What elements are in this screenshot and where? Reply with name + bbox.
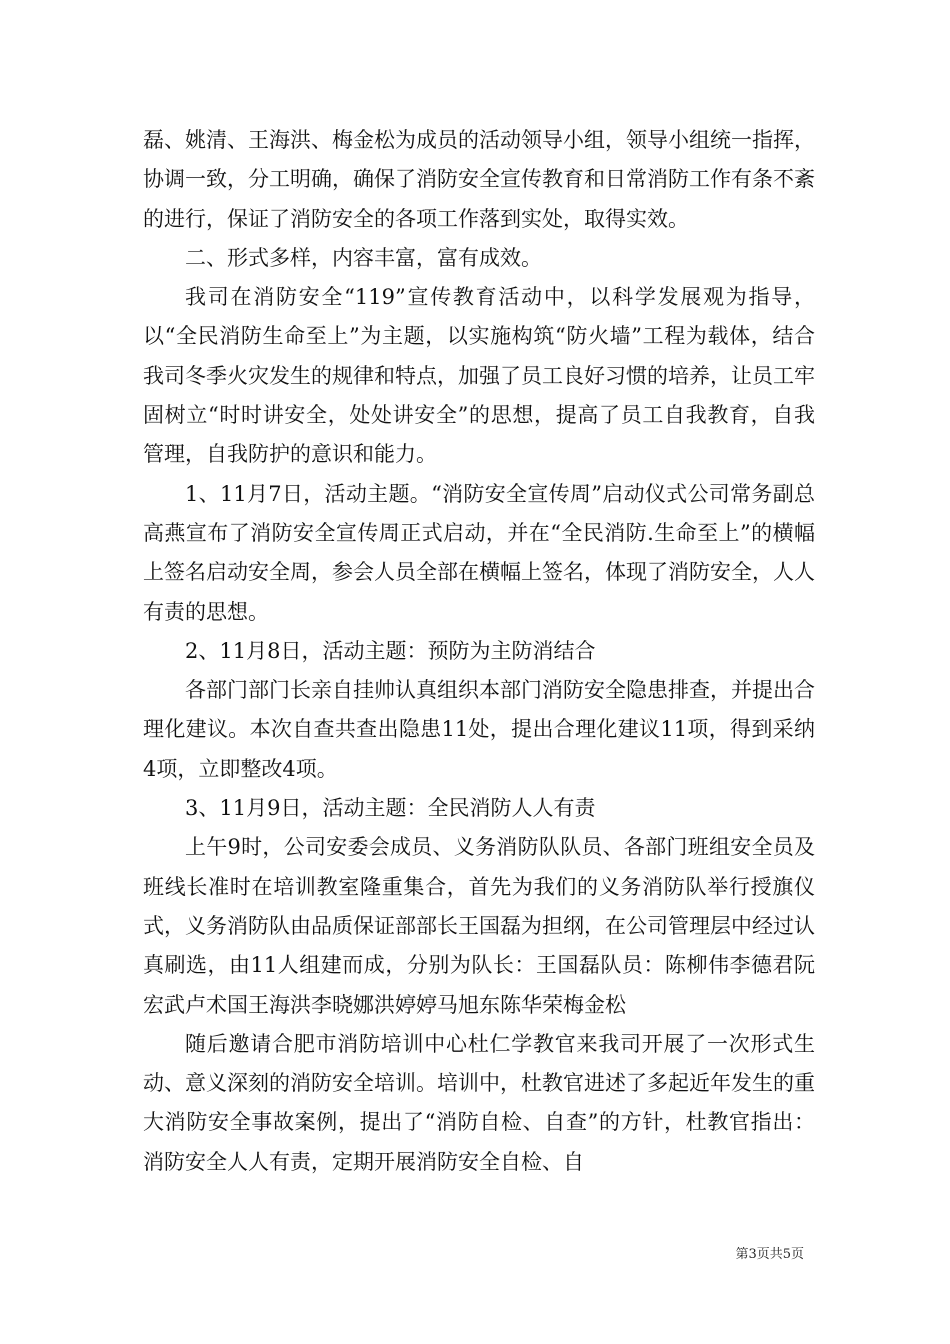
paragraph-leadership-group: 磊、姚清、王海洪、梅金松为成员的活动领导小组，领导小组统一指挥，协调一致，分工明确，确保了消防安全宣传教育和日常消防工作有条不紊的进行，保证了消防安全的各项工作落到实处，取得实效。 (143, 128, 815, 231)
heading-nov9-theme: 3、11月9日，活动主题：全民消防人人有责 (185, 796, 596, 821)
paragraph-activity-overview: 我司在消防安全“119”宣传教育活动中，以科学发展观为指导，以“全民消防生命至上”为主题，以实施构筑“防火墙”工程为载体，结合我司冬季火灾发生的规律和特点，加强了员工良好习惯的培养，让员工牢固树立“时时讲安全，处处讲安全”的思想，提高了员工自我教育，自我管理，自我防护的意识和能力。 (143, 285, 815, 467)
paragraph-nov7-launch: 1、11月7日，活动主题。“消防安全宣传周”启动仪式公司常务副总高燕宣布了消防安全宣传周正式启动，并在“全民消防.生命至上”的横幅上签名启动安全周，参会人员全部在横幅上签名，体现了消防安全，人人有责的思想。 (143, 481, 815, 624)
paragraph-nov9-fire-brigade: 上午9时，公司安委会成员、义务消防队队员、各部门班组安全员及班线长准时在培训教室隆重集合，首先为我们的义务消防队举行授旗仪式，义务消防队由品质保证部部长王国磊为担纲，在公司管理层中经过认真刷选，由11人组建而成，分别为队长：王国磊队员：陈柳伟李德君阮宏武卢术国王海洪李晓娜洪婷婷马旭东陈华荣梅金松 (143, 835, 815, 1017)
paragraph-nov8-inspection: 各部门部门长亲自挂帅认真组织本部门消防安全隐患排查，并提出合理化建议。本次自查共查出隐患11处，提出合理化建议11项，得到采纳4项，立即整改4项。 (143, 678, 815, 781)
heading-nov8-theme: 2、11月8日，活动主题：预防为主防消结合 (185, 638, 596, 663)
heading-section-two: 二、形式多样，内容丰富，富有成效。 (185, 245, 542, 270)
paragraph-training-session: 随后邀请合肥市消防培训中心杜仁学教官来我司开展了一次形式生动、意义深刻的消防安全培训。培训中，杜教官进述了多起近年发生的重大消防安全事故案例，提出了“消防自检、自查”的方针，杜教官指出：消防安全人人有责，定期开展消防安全自检、自 (143, 1031, 815, 1174)
document-body (143, 121, 815, 1182)
page-number-footer: 第3页共5页 (735, 1247, 804, 1262)
